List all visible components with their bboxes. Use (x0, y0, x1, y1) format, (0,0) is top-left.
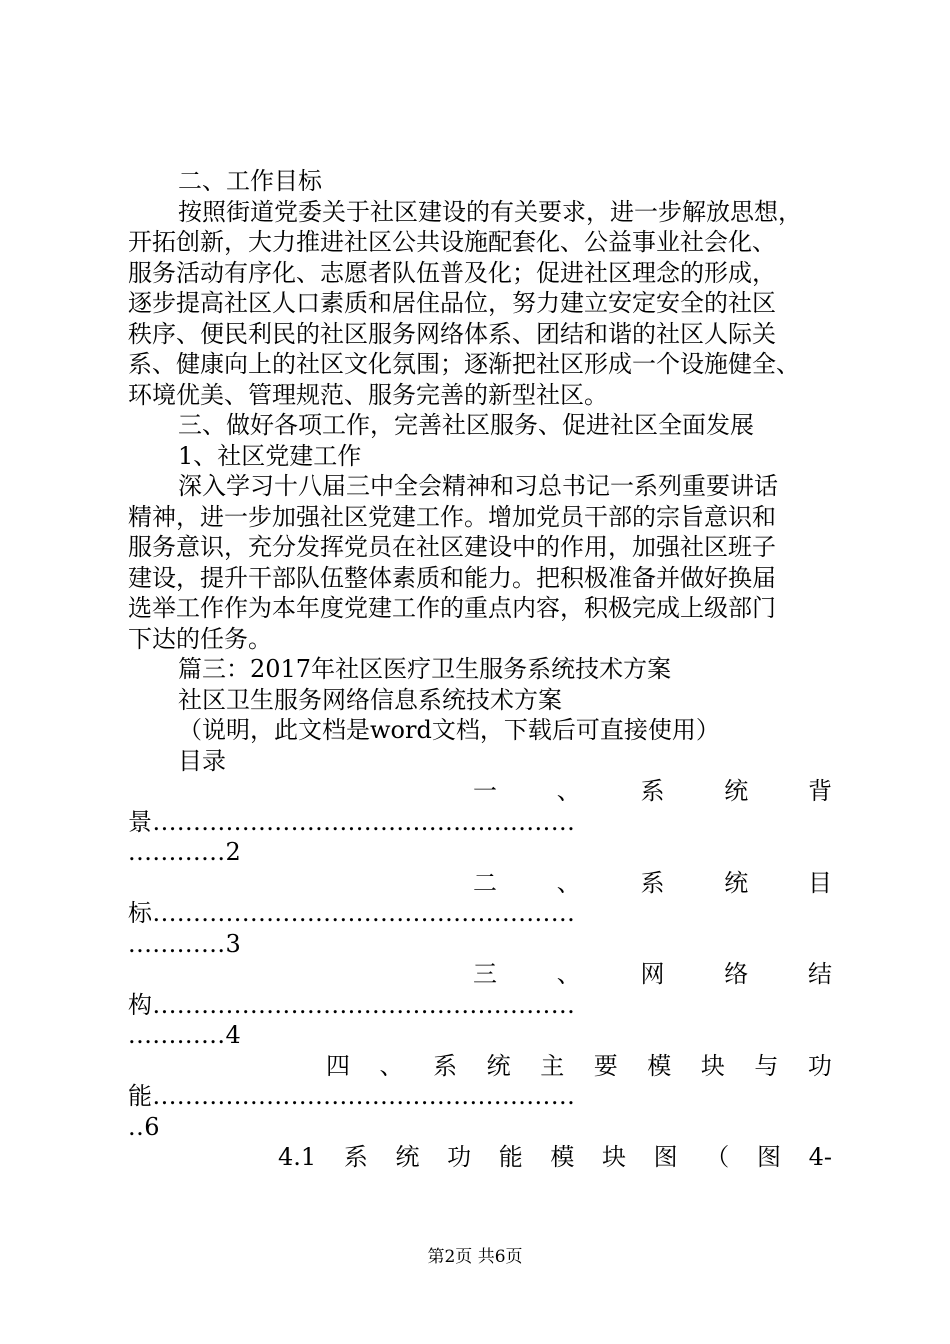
toc-title-char: 系 (640, 868, 665, 897)
text-line: 三、做好各项工作，完善社区服务、促进社区全面发展 (178, 411, 754, 439)
table-of-contents (128, 776, 832, 1173)
text-line: 环境优美、管理规范、服务完善的新型社区。 (128, 380, 608, 409)
page-footer (0, 1242, 950, 1267)
toc-entry[interactable] (128, 868, 832, 960)
toc-title-char: 一 (473, 777, 497, 805)
page-number-label: 第2页 共6页 (427, 1247, 523, 1267)
toc-title-char: 功 (807, 1051, 832, 1080)
toc-title-char: 背 (808, 777, 832, 805)
toc-title-char: 图 (756, 1143, 781, 1171)
toc-entry-title (128, 1051, 832, 1082)
text-line: 社区卫生服务网络信息系统技术方案 (178, 685, 562, 714)
toc-title-char: 、 (556, 777, 581, 805)
text-line: 按照街道党委关于社区建设的有关要求，进一步解放思想， (178, 197, 802, 226)
toc-entry[interactable] (128, 776, 832, 868)
toc-title-char: 与 (754, 1051, 779, 1080)
toc-title-char: 统 (724, 777, 749, 805)
toc-title-char: 统 (395, 1143, 420, 1171)
toc-entry[interactable] (128, 959, 832, 1051)
toc-title-char: 、 (556, 868, 581, 897)
toc-entry[interactable] (128, 1051, 832, 1143)
text-line: 建设，提升干部队伍整体素质和能力。把积极准备并做好换届 (128, 563, 776, 592)
toc-title-char: 能 (498, 1143, 523, 1171)
toc-title-char: 块 (700, 1051, 725, 1080)
toc-title-char: 系 (433, 1051, 458, 1080)
toc-page-number-line: ............2 (128, 838, 242, 866)
toc-title-char: 系 (640, 777, 665, 805)
toc-page-number-line: ..6 (128, 1112, 161, 1141)
toc-title-char: 二 (473, 868, 497, 897)
text-line: （说明，此文档是word文档，下载后可直接使用） (178, 716, 720, 744)
text-line: 下达的任务。 (128, 624, 272, 653)
toc-title-char: 模 (550, 1143, 575, 1171)
toc-title-char: 统 (724, 868, 749, 897)
toc-page-number-line: ............4 (128, 1021, 242, 1049)
toc-title-char: 四 (326, 1051, 350, 1080)
toc-title-char: 要 (593, 1051, 618, 1080)
toc-title-char: （ (705, 1143, 730, 1171)
toc-title-char: 、 (379, 1051, 404, 1080)
toc-entry-title (128, 1142, 832, 1173)
toc-title-char: 结 (808, 960, 832, 988)
toc-title-char: 三 (473, 960, 497, 988)
toc-title-char: 络 (724, 960, 749, 988)
toc-title-char: 统 (486, 1051, 511, 1080)
text-line: 篇三：2017年社区医疗卫生服务系统技术方案 (178, 655, 672, 683)
toc-leader-line: 构.................................................... (128, 990, 576, 1019)
toc-title-char: 主 (540, 1051, 565, 1080)
text-line: 开拓创新，大力推进社区公共设施配套化、公益事业社会化、 (128, 228, 776, 256)
toc-title-char: 图 (653, 1143, 678, 1171)
text-line: 系、健康向上的社区文化氛围；逐渐把社区形成一个设施健全、 (128, 350, 800, 378)
toc-leader-line: 能.................................................... (128, 1082, 576, 1110)
text-line: 目录 (178, 746, 226, 775)
toc-title-char: 块 (602, 1143, 627, 1171)
toc-title-char: 4- (808, 1143, 832, 1171)
toc-title-char: 、 (556, 960, 581, 988)
toc-entry-title (128, 959, 832, 990)
toc-title-char: 模 (647, 1051, 672, 1080)
text-line: 精神，进一步加强社区党建工作。增加党员干部的宗旨意识和 (128, 502, 776, 531)
paragraph-lines (128, 166, 832, 776)
toc-entry-title (128, 868, 832, 899)
text-line: 服务意识，充分发挥党员在社区建设中的作用，加强社区班子 (128, 533, 776, 561)
document-body (128, 166, 832, 1173)
toc-entry[interactable] (128, 1142, 832, 1173)
text-line: 深入学习十八届三中全会精神和习总书记一系列重要讲话 (178, 472, 778, 500)
text-line: 选举工作作为本年度党建工作的重点内容，积极完成上级部门 (128, 594, 776, 622)
toc-title-char: 目 (808, 868, 832, 897)
toc-title-char: 功 (447, 1143, 472, 1171)
toc-entry-title (128, 776, 832, 807)
text-line: 1、社区党建工作 (178, 441, 362, 470)
toc-leader-line: 景.................................................... (128, 807, 576, 836)
toc-leader-line: 标.................................................... (128, 899, 576, 927)
text-line: 秩序、便民利民的社区服务网络体系、团结和谐的社区人际关 (128, 319, 776, 348)
text-line: 二、工作目标 (178, 167, 322, 195)
text-line: 逐步提高社区人口素质和居住品位，努力建立安定安全的社区 (128, 289, 776, 317)
text-line: 服务活动有序化、志愿者队伍普及化；促进社区理念的形成， (128, 258, 776, 287)
toc-page-number-line: ............3 (128, 929, 242, 958)
toc-title-char: 4.1 (278, 1143, 317, 1171)
toc-title-char: 网 (640, 960, 665, 988)
toc-title-char: 系 (343, 1143, 368, 1171)
